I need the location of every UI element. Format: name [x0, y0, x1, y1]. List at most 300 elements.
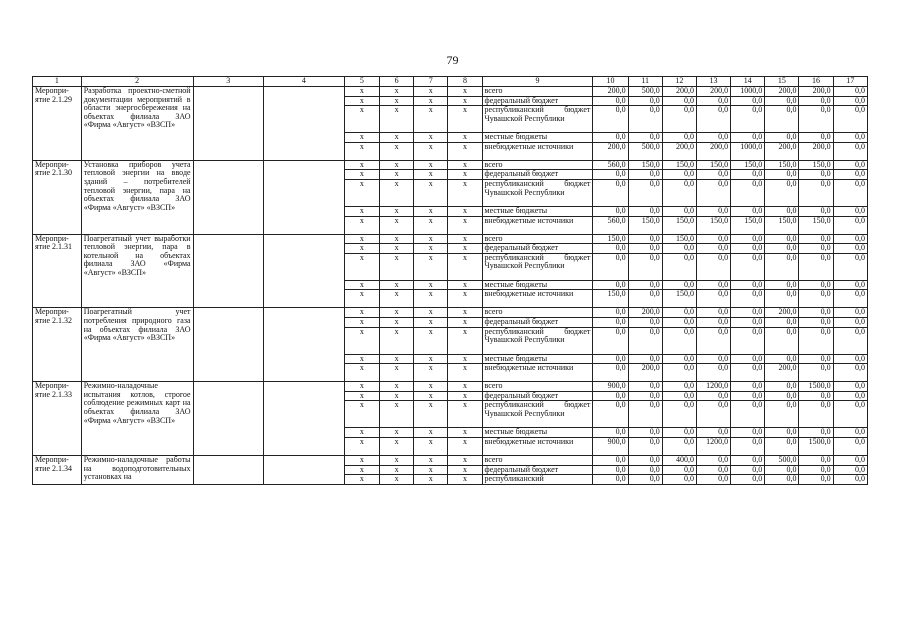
value-cell: 0,0 — [765, 170, 799, 180]
value-cell: 0,0 — [765, 106, 799, 133]
column-header: 5 — [344, 77, 379, 87]
column-header: 16 — [799, 77, 833, 87]
value-cell: 0,0 — [765, 437, 799, 455]
value-cell: 0,0 — [628, 206, 662, 216]
value-cell: 0,0 — [731, 106, 765, 133]
value-cell: 0,0 — [731, 170, 765, 180]
value-cell: 0,0 — [731, 234, 765, 244]
value-cell: 0,0 — [799, 170, 833, 180]
value-cell: 200,0 — [765, 142, 799, 160]
code-cell: x — [344, 234, 379, 244]
value-cell: 500,0 — [765, 455, 799, 465]
code-cell: x — [414, 280, 448, 290]
value-cell: 0,0 — [799, 234, 833, 244]
code-cell: x — [344, 216, 379, 234]
value-cell: 200,0 — [799, 142, 833, 160]
value-cell: 200,0 — [662, 87, 696, 97]
value-cell: 150,0 — [662, 160, 696, 170]
code-cell: x — [448, 170, 482, 180]
value-cell: 0,0 — [833, 234, 867, 244]
funding-source: республиканский бюджет Чувашской Республики — [482, 401, 593, 428]
value-cell: 0,0 — [628, 244, 662, 254]
code-cell: x — [380, 170, 414, 180]
value-cell: 0,0 — [833, 317, 867, 327]
code-cell: x — [448, 244, 482, 254]
code-cell: x — [380, 160, 414, 170]
code-cell: x — [380, 179, 414, 206]
value-cell: 0,0 — [662, 96, 696, 106]
funding-source: федеральный бюджет — [482, 391, 593, 401]
code-cell: x — [414, 391, 448, 401]
code-cell: x — [380, 234, 414, 244]
code-cell: x — [380, 437, 414, 455]
column-header: 15 — [765, 77, 799, 87]
value-cell: 0,0 — [731, 244, 765, 254]
event-label: Меропри-ятие 2.1.29 — [33, 87, 82, 161]
code-cell: x — [414, 401, 448, 428]
table-row — [33, 455, 868, 465]
value-cell: 0,0 — [628, 253, 662, 280]
funding-source: республиканский бюджет Чувашской Республики — [482, 179, 593, 206]
value-cell: 0,0 — [696, 455, 730, 465]
funding-source: местные бюджеты — [482, 428, 593, 438]
code-cell: x — [448, 382, 482, 392]
value-cell: 0,0 — [662, 428, 696, 438]
value-cell: 0,0 — [628, 280, 662, 290]
code-cell: x — [344, 317, 379, 327]
value-cell: 0,0 — [628, 437, 662, 455]
code-cell: x — [414, 290, 448, 308]
value-cell: 0,0 — [662, 179, 696, 206]
blank-cell — [193, 455, 263, 484]
value-cell: 0,0 — [833, 382, 867, 392]
value-cell: 0,0 — [593, 280, 628, 290]
code-cell: x — [448, 179, 482, 206]
funding-source: всего — [482, 234, 593, 244]
column-header: 11 — [628, 77, 662, 87]
code-cell: x — [344, 364, 379, 382]
table-row — [33, 382, 868, 392]
value-cell: 0,0 — [731, 290, 765, 308]
code-cell: x — [414, 428, 448, 438]
value-cell: 0,0 — [833, 160, 867, 170]
event-description: Режимно-наладочные испытания котлов, строгое соблюдение режимных карт на объектах филиала ЗАО «Фирма «Август» «ВЗСП» — [81, 382, 193, 456]
code-cell: x — [448, 280, 482, 290]
blank-cell — [193, 160, 263, 234]
funding-source: всего — [482, 308, 593, 318]
value-cell: 0,0 — [731, 401, 765, 428]
value-cell: 200,0 — [765, 308, 799, 318]
value-cell: 0,0 — [628, 317, 662, 327]
value-cell: 0,0 — [696, 364, 730, 382]
code-cell: x — [414, 308, 448, 318]
column-header: 10 — [593, 77, 628, 87]
value-cell: 0,0 — [799, 475, 833, 485]
code-cell: x — [448, 160, 482, 170]
value-cell: 0,0 — [696, 428, 730, 438]
value-cell: 0,0 — [731, 382, 765, 392]
value-cell: 0,0 — [731, 317, 765, 327]
code-cell: x — [414, 364, 448, 382]
value-cell: 0,0 — [765, 391, 799, 401]
column-header: 4 — [264, 77, 345, 87]
code-cell: x — [414, 106, 448, 133]
code-cell: x — [414, 216, 448, 234]
funding-source: местные бюджеты — [482, 206, 593, 216]
event-label: Меропри-ятие 2.1.34 — [33, 455, 82, 484]
blank-cell — [264, 160, 345, 234]
value-cell: 0,0 — [833, 170, 867, 180]
code-cell: x — [380, 106, 414, 133]
code-cell: x — [344, 280, 379, 290]
code-cell: x — [448, 142, 482, 160]
event-label: Меропри-ятие 2.1.32 — [33, 308, 82, 382]
value-cell: 0,0 — [731, 308, 765, 318]
value-cell: 1000,0 — [731, 87, 765, 97]
value-cell: 0,0 — [662, 317, 696, 327]
value-cell: 0,0 — [833, 391, 867, 401]
code-cell: x — [414, 317, 448, 327]
value-cell: 0,0 — [593, 170, 628, 180]
column-header: 2 — [81, 77, 193, 87]
code-cell: x — [344, 382, 379, 392]
code-cell: x — [380, 364, 414, 382]
value-cell: 400,0 — [662, 455, 696, 465]
column-header: 3 — [193, 77, 263, 87]
value-cell: 0,0 — [593, 253, 628, 280]
value-cell: 0,0 — [799, 455, 833, 465]
value-cell: 0,0 — [628, 327, 662, 354]
value-cell: 0,0 — [593, 96, 628, 106]
value-cell: 0,0 — [593, 327, 628, 354]
value-cell: 0,0 — [833, 179, 867, 206]
funding-source: внебюджетные источники — [482, 437, 593, 455]
value-cell: 150,0 — [628, 216, 662, 234]
value-cell: 0,0 — [593, 106, 628, 133]
code-cell: x — [380, 280, 414, 290]
blank-cell — [264, 87, 345, 161]
header-row — [33, 77, 868, 87]
value-cell: 0,0 — [696, 317, 730, 327]
code-cell: x — [448, 437, 482, 455]
code-cell: x — [414, 133, 448, 143]
value-cell: 0,0 — [593, 179, 628, 206]
code-cell: x — [380, 391, 414, 401]
code-cell: x — [448, 290, 482, 308]
blank-cell — [264, 455, 345, 484]
table-row — [33, 160, 868, 170]
value-cell: 0,0 — [765, 253, 799, 280]
value-cell: 0,0 — [765, 96, 799, 106]
value-cell: 150,0 — [662, 290, 696, 308]
value-cell: 0,0 — [628, 290, 662, 308]
code-cell: x — [448, 253, 482, 280]
value-cell: 0,0 — [765, 280, 799, 290]
value-cell: 0,0 — [662, 244, 696, 254]
code-cell: x — [380, 455, 414, 465]
value-cell: 0,0 — [833, 401, 867, 428]
value-cell: 0,0 — [696, 280, 730, 290]
code-cell: x — [414, 87, 448, 97]
blank-cell — [264, 308, 345, 382]
column-header: 12 — [662, 77, 696, 87]
value-cell: 0,0 — [628, 401, 662, 428]
event-label: Меропри-ятие 2.1.30 — [33, 160, 82, 234]
value-cell: 0,0 — [696, 401, 730, 428]
value-cell: 0,0 — [765, 475, 799, 485]
value-cell: 0,0 — [662, 308, 696, 318]
funding-source: федеральный бюджет — [482, 244, 593, 254]
value-cell: 0,0 — [799, 96, 833, 106]
value-cell: 0,0 — [731, 179, 765, 206]
code-cell: x — [344, 253, 379, 280]
value-cell: 0,0 — [662, 106, 696, 133]
value-cell: 0,0 — [628, 234, 662, 244]
value-cell: 0,0 — [696, 179, 730, 206]
funding-source: внебюджетные источники — [482, 290, 593, 308]
value-cell: 0,0 — [662, 475, 696, 485]
code-cell: x — [414, 142, 448, 160]
code-cell: x — [344, 391, 379, 401]
value-cell: 0,0 — [799, 280, 833, 290]
funding-source: федеральный бюджет — [482, 96, 593, 106]
code-cell: x — [380, 475, 414, 485]
value-cell: 0,0 — [662, 133, 696, 143]
code-cell: x — [448, 455, 482, 465]
value-cell: 900,0 — [593, 437, 628, 455]
funding-source: республиканский бюджет Чувашской Республики — [482, 106, 593, 133]
event-label: Меропри-ятие 2.1.31 — [33, 234, 82, 308]
value-cell: 0,0 — [662, 391, 696, 401]
value-cell: 0,0 — [696, 290, 730, 308]
value-cell: 0,0 — [799, 106, 833, 133]
value-cell: 0,0 — [833, 308, 867, 318]
code-cell: x — [344, 465, 379, 475]
value-cell: 0,0 — [662, 354, 696, 364]
code-cell: x — [380, 244, 414, 254]
code-cell: x — [448, 234, 482, 244]
code-cell: x — [380, 354, 414, 364]
value-cell: 0,0 — [628, 106, 662, 133]
code-cell: x — [448, 206, 482, 216]
code-cell: x — [380, 87, 414, 97]
value-cell: 0,0 — [628, 465, 662, 475]
code-cell: x — [380, 206, 414, 216]
funding-source: федеральный бюджет — [482, 465, 593, 475]
value-cell: 0,0 — [662, 327, 696, 354]
code-cell: x — [414, 475, 448, 485]
value-cell: 0,0 — [799, 354, 833, 364]
value-cell: 0,0 — [628, 96, 662, 106]
code-cell: x — [414, 234, 448, 244]
column-header: 17 — [833, 77, 867, 87]
code-cell: x — [414, 382, 448, 392]
page-number: 79 — [446, 53, 459, 67]
funding-source: всего — [482, 87, 593, 97]
funding-source: местные бюджеты — [482, 280, 593, 290]
value-cell: 0,0 — [765, 354, 799, 364]
table-row — [33, 87, 868, 97]
value-cell: 0,0 — [799, 206, 833, 216]
value-cell: 0,0 — [731, 280, 765, 290]
value-cell: 200,0 — [593, 87, 628, 97]
value-cell: 0,0 — [765, 290, 799, 308]
value-cell: 150,0 — [731, 216, 765, 234]
value-cell: 150,0 — [696, 216, 730, 234]
value-cell: 0,0 — [799, 428, 833, 438]
code-cell: x — [344, 206, 379, 216]
code-cell: x — [448, 308, 482, 318]
value-cell: 0,0 — [593, 308, 628, 318]
value-cell: 0,0 — [833, 280, 867, 290]
value-cell: 0,0 — [696, 354, 730, 364]
value-cell: 0,0 — [662, 465, 696, 475]
value-cell: 0,0 — [765, 428, 799, 438]
funding-table — [32, 76, 868, 485]
value-cell: 0,0 — [833, 253, 867, 280]
value-cell: 0,0 — [696, 244, 730, 254]
code-cell: x — [414, 327, 448, 354]
funding-source: внебюджетные источники — [482, 216, 593, 234]
value-cell: 0,0 — [696, 133, 730, 143]
code-cell: x — [380, 253, 414, 280]
value-cell: 500,0 — [628, 142, 662, 160]
value-cell: 0,0 — [593, 465, 628, 475]
blank-cell — [193, 382, 263, 456]
blank-cell — [264, 382, 345, 456]
value-cell: 0,0 — [731, 475, 765, 485]
code-cell: x — [448, 401, 482, 428]
value-cell: 0,0 — [696, 170, 730, 180]
value-cell: 0,0 — [833, 87, 867, 97]
value-cell: 1500,0 — [799, 382, 833, 392]
value-cell: 0,0 — [833, 437, 867, 455]
event-description: Поагрегатный учет выработки тепловой энергии, пара в котельной на объектах филиала ЗАО «Фирма «Август» «ВЗСП» — [81, 234, 193, 308]
column-header: 13 — [696, 77, 730, 87]
value-cell: 1200,0 — [696, 437, 730, 455]
value-cell: 150,0 — [799, 160, 833, 170]
funding-source: местные бюджеты — [482, 354, 593, 364]
column-header: 6 — [380, 77, 414, 87]
code-cell: x — [380, 133, 414, 143]
code-cell: x — [344, 455, 379, 465]
code-cell: x — [414, 253, 448, 280]
code-cell: x — [448, 475, 482, 485]
value-cell: 0,0 — [696, 96, 730, 106]
value-cell: 0,0 — [593, 317, 628, 327]
value-cell: 0,0 — [696, 206, 730, 216]
value-cell: 200,0 — [628, 364, 662, 382]
value-cell: 0,0 — [731, 206, 765, 216]
value-cell: 0,0 — [833, 364, 867, 382]
event-description: Режимно-наладочные работы на водоподготовительных установках на — [81, 455, 193, 484]
value-cell: 0,0 — [731, 455, 765, 465]
code-cell: x — [344, 327, 379, 354]
code-cell: x — [344, 354, 379, 364]
code-cell: x — [344, 160, 379, 170]
code-cell: x — [380, 317, 414, 327]
value-cell: 0,0 — [833, 327, 867, 354]
code-cell: x — [448, 327, 482, 354]
value-cell: 0,0 — [662, 401, 696, 428]
code-cell: x — [344, 401, 379, 428]
value-cell: 0,0 — [833, 244, 867, 254]
value-cell: 0,0 — [833, 475, 867, 485]
value-cell: 0,0 — [662, 437, 696, 455]
value-cell: 0,0 — [765, 382, 799, 392]
column-header: 7 — [414, 77, 448, 87]
blank-cell — [193, 308, 263, 382]
value-cell: 0,0 — [765, 234, 799, 244]
value-cell: 0,0 — [799, 401, 833, 428]
value-cell: 0,0 — [765, 244, 799, 254]
value-cell: 150,0 — [593, 290, 628, 308]
value-cell: 0,0 — [765, 133, 799, 143]
value-cell: 0,0 — [696, 327, 730, 354]
code-cell: x — [380, 327, 414, 354]
code-cell: x — [448, 87, 482, 97]
value-cell: 0,0 — [799, 391, 833, 401]
value-cell: 0,0 — [731, 428, 765, 438]
value-cell: 0,0 — [593, 428, 628, 438]
value-cell: 0,0 — [593, 354, 628, 364]
value-cell: 0,0 — [731, 465, 765, 475]
code-cell: x — [380, 465, 414, 475]
blank-cell — [264, 234, 345, 308]
code-cell: x — [344, 142, 379, 160]
value-cell: 0,0 — [833, 206, 867, 216]
code-cell: x — [380, 216, 414, 234]
code-cell: x — [448, 428, 482, 438]
value-cell: 0,0 — [765, 327, 799, 354]
value-cell: 150,0 — [696, 160, 730, 170]
value-cell: 0,0 — [731, 253, 765, 280]
event-description: Установка приборов учета тепловой энергии на вводе зданий – потребителей тепловой энергии, пара на объектах филиала ЗАО «Фирма «Август» «ВЗСП» — [81, 160, 193, 234]
value-cell: 560,0 — [593, 216, 628, 234]
value-cell: 0,0 — [833, 133, 867, 143]
value-cell: 500,0 — [628, 87, 662, 97]
value-cell: 0,0 — [628, 170, 662, 180]
code-cell: x — [344, 308, 379, 318]
value-cell: 0,0 — [799, 465, 833, 475]
code-cell: x — [448, 364, 482, 382]
funding-source: республиканский бюджет Чувашской Республики — [482, 253, 593, 280]
code-cell: x — [448, 391, 482, 401]
code-cell: x — [414, 455, 448, 465]
column-header: 9 — [482, 77, 593, 87]
event-description: Поагрегатный учет потребления природного газа на объектах филиала ЗАО «Фирма «Август» «ВЗСП» — [81, 308, 193, 382]
value-cell: 0,0 — [731, 364, 765, 382]
value-cell: 0,0 — [662, 206, 696, 216]
value-cell: 200,0 — [628, 308, 662, 318]
funding-source: республиканский бюджет Чувашской Республики — [482, 327, 593, 354]
value-cell: 0,0 — [662, 382, 696, 392]
blank-cell — [193, 87, 263, 161]
code-cell: x — [448, 106, 482, 133]
value-cell: 200,0 — [696, 142, 730, 160]
value-cell: 0,0 — [833, 455, 867, 465]
value-cell: 0,0 — [593, 364, 628, 382]
code-cell: x — [414, 437, 448, 455]
value-cell: 0,0 — [731, 133, 765, 143]
value-cell: 0,0 — [765, 465, 799, 475]
value-cell: 0,0 — [628, 382, 662, 392]
value-cell: 0,0 — [696, 253, 730, 280]
value-cell: 0,0 — [833, 465, 867, 475]
code-cell: x — [344, 133, 379, 143]
code-cell: x — [414, 170, 448, 180]
code-cell: x — [414, 206, 448, 216]
